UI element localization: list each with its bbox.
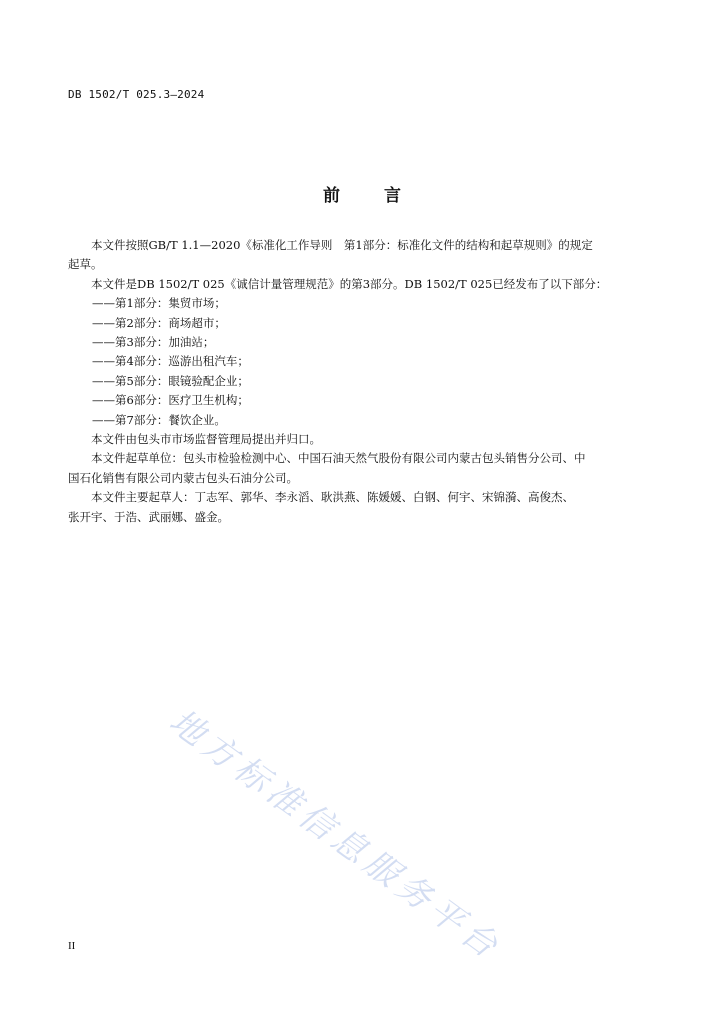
paragraph-drafting-basis-line-2: 起草。 <box>68 257 103 272</box>
paragraph-series-description: 本文件是DB 1502/T 025《诚信计量管理规范》的第3部分。DB 1502/T 025已经发布了以下部分： <box>91 276 608 291</box>
paragraph-proposer: 本文件由包头市市场监督管理局提出并归口。 <box>91 432 321 447</box>
list-item-part-7: ——第7部分：餐饮企业。 <box>92 412 226 427</box>
list-item-part-5: ——第5部分：眼镜验配企业； <box>92 373 249 388</box>
paragraph-drafters-line-2: 张开宇、于浩、武丽娜、盛金。 <box>68 509 229 524</box>
paragraph-drafters-line-1: 本文件主要起草人：丁志军、郭华、李永滔、耿洪燕、陈媛媛、白钢、何宇、宋锦漪、高俊杰、 <box>91 490 574 505</box>
paragraph-drafting-units-line-1: 本文件起草单位：包头市检验检测中心、中国石油天然气股份有限公司内蒙古包头销售分公司、中 <box>91 451 586 466</box>
page-number: II <box>68 940 76 952</box>
foreword-body <box>68 236 644 527</box>
paragraph-drafting-basis-line-1: 本文件按照GB/T 1.1—2020《标准化工作导则 第1部分：标准化文件的结构和起草规则》的规定 <box>91 238 593 252</box>
watermark-text: 地方标准信息服务平台 <box>161 701 509 969</box>
title-char-2: 言 <box>384 186 401 206</box>
paragraph-drafting-units-line-2: 国石化销售有限公司内蒙古包头石油分公司。 <box>68 470 298 485</box>
list-item-part-1: ——第1部分：集贸市场； <box>92 296 226 311</box>
title-char-1: 前 <box>323 186 340 206</box>
list-item-part-2: ——第2部分：商场超市； <box>92 315 226 330</box>
document-number-header: DB 1502/T 025.3—2024 <box>68 88 205 101</box>
list-item-part-4: ——第4部分：巡游出租汽车； <box>92 354 249 369</box>
list-item-part-6: ——第6部分：医疗卫生机构； <box>92 393 249 408</box>
list-item-part-3: ——第3部分：加油站； <box>92 335 215 350</box>
page-title <box>0 181 724 206</box>
